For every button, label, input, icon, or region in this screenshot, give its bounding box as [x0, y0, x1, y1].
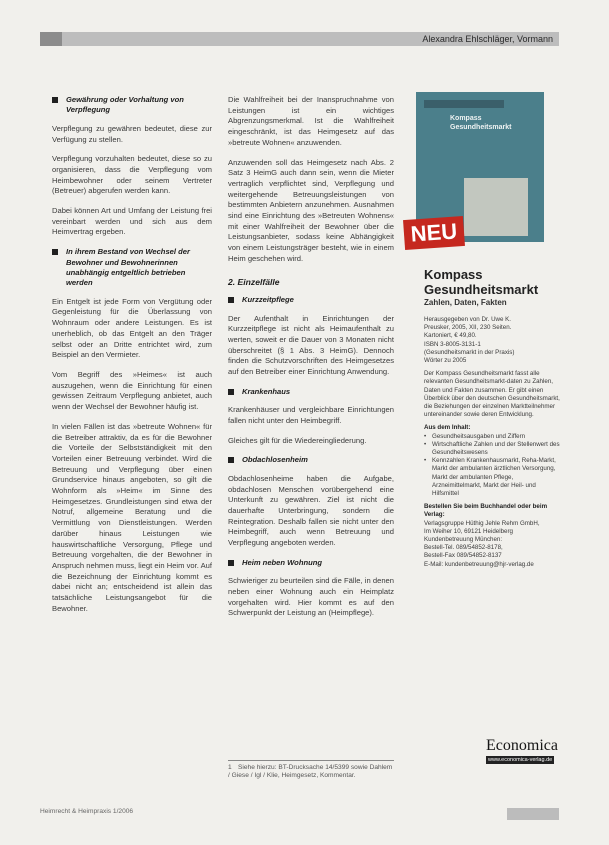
mid-heading-1: Kurzzeitpflege	[228, 295, 394, 305]
book-title: Kompass Gesundheitsmarkt	[424, 267, 539, 297]
paragraph: Verpflegung vorzuhalten bedeutet, diese so zu organisieren, dass die Verpflegung vom Heimbewohner oder seinem Vertreter (Betreuer) abgerufen werden kann.	[52, 154, 212, 196]
book-details	[424, 316, 564, 569]
bullet-square	[228, 457, 234, 463]
detail-line: Kartoniert, € 49,80.	[424, 332, 477, 340]
cover-title: Kompass Gesundheitsmarkt	[450, 115, 512, 131]
page-footer	[40, 808, 559, 820]
cover-stripe	[424, 100, 504, 108]
detail-line: ISBN 3-8005-3131-1	[424, 340, 481, 348]
book-subtitle: Zahlen, Daten, Fakten	[424, 298, 507, 307]
mid-heading-3: Obdachlosenheim	[228, 455, 394, 465]
mid-heading-4: Heim neben Wohnung	[228, 558, 394, 568]
footer-source: Heimrecht & Heimpraxis 1/2006	[40, 808, 134, 815]
detail-line: Herausgegeben von Dr. Uwe K.	[424, 316, 512, 323]
order-line: E-Mail: kundenbetreuung@hjr-verlag.de	[424, 560, 534, 568]
paragraph: Dabei können Art und Umfang der Leistung frei vereinbart werden und sich aus dem Heimvertrag ergeben.	[52, 206, 212, 237]
detail-line: (Gesundheitsmarkt in der Praxis)	[424, 348, 515, 356]
paragraph: In vielen Fällen ist das »betreute Wohnen« für die Betreiber attraktiv, da es für die Bewohner die Vorteile der Selbstständigkeit mit den Vorteilen einer Betreuung verbindet. Wird die Betreuung und Verpflegung über einen Grundservice hinaus angeboten, so gilt die Wohnform als »Heim« im Sinne des Heimgesetzes. Grundleistungen sind etwa der Notruf, allgemeine Beratung und die Vermittlung von Dienstleistungen. Werden darüber hinaus Leistungen wie hauswirtschaftliche Versorgung, Pflege und Betreuung vorgehalten, die der Bewohner in Anspruch nehmen muss, liegt ein Heim vor. Auf die Bezeichnung der Einrichtung kommt es dabei nicht an; entscheidend ist allein das tatsächliche Leistungsangebot für die Bewohner.	[52, 421, 212, 613]
paragraph: Ein Entgelt ist jede Form von Vergütung oder Gegenleistung für die Überlassung von Wohnraum oder andere Leistungen. Es ist unerheblich, ob das Entgelt an den Träger selbst oder an Dritte entrichtet wird, zum Beispiel an den Vermieter.	[52, 296, 212, 360]
mid-heading-2: Krankenhaus	[228, 387, 394, 397]
paragraph: Schwieriger zu beurteilen sind die Fälle, in denen neben einer Wohnung auch ein Heimplatz vorgehalten wird. Hier kommt es auf den Schwerpunkt der Leistung an (Heimpflege).	[228, 576, 394, 618]
footnote-number: 1	[228, 764, 232, 771]
order-line: Bestell-Tel. 089/54852-8178,	[424, 544, 503, 552]
publisher-url: www.economica-verlag.de	[488, 757, 553, 763]
page-number-bar	[507, 808, 559, 820]
book-description: Der Kompass Gesundheitsmarkt fasst alle relevanten Gesundheitsmarkt-daten zu Zahlen, Daten und Fakten zusammen. Er gibt einen Überblick über den deutschen Gesundheitsmarkt, die Beziehungen der einzelnen Marktteilnehmer untereinander sowie deren Entwicklung.	[424, 370, 560, 419]
paragraph: Obdachlosenheime haben die Aufgabe, obdachlosen Menschen vorübergehend eine Unterkunft zu gewähren. Ziel ist nicht die dauerhafte Unterbringung, sondern die Reintegration. Deshalb fallen sie nicht unter den Heimbegriff, auch wenn Betreuung und Verpflegung angeboten werden.	[228, 473, 394, 548]
paragraph: Krankenhäuser und vergleichbare Einrichtungen fallen nicht unter den Heimbegriff.	[228, 405, 394, 425]
bullet-square	[52, 97, 58, 103]
publisher-name: Economica	[486, 737, 558, 754]
left-column	[52, 95, 212, 623]
footnote-text: Siehe hierzu: BT-Drucksache 14/5399 sowie Dahlem / Giese / Igl / Klie, Heimgesetz, Kommentar.	[228, 764, 393, 780]
paragraph: Gleiches gilt für die Wiedereingliederung.	[228, 435, 367, 445]
bullet-square	[228, 560, 234, 566]
running-header	[40, 32, 559, 46]
contents-item: • Kennzahlen Krankenhausmarkt, Reha-Markt, Markt der ambulanten ärztlichen Versorgung, Markt der ambulanten Pflege, Arzneimittelmarkt, Markt der Heil- und Hilfsmittel	[424, 457, 564, 498]
detail-line: Preusker, 2005, XII, 230 Seiten.	[424, 324, 512, 332]
contents-label: Aus dem Inhalt:	[424, 424, 471, 432]
left-heading-2: In ihrem Bestand von Wechsel der Bewohner und Bewohnerinnen unabhängig entgeltlich betrieben werden	[52, 247, 212, 289]
paragraph: Anzuwenden soll das Heimgesetz nach Abs. 2 Satz 3 HeimG auch dann sein, wenn die Mieter vertraglich verpflichtet sind, Verpflegung und weitergehende Betreuungsleistungen von bestimmten Anbietern anzunehmen. Ausnahmen sind eine Einrichtung des »Betreuten Wohnens« mit einer Wahlfreiheit der Bewohner über die Leistungsanbieter, sodass keine Abhängigkeit von einem Leistungsträger besteht, wie in einem Heim geschehen wird.	[228, 157, 394, 263]
section-heading: 2. Einzelfälle	[228, 276, 280, 287]
bullet-square	[52, 249, 58, 255]
neu-badge: NEU	[403, 216, 465, 250]
left-heading-1: Gewährung oder Vorhaltung von Verpflegung	[52, 95, 212, 116]
cover-photo	[464, 178, 528, 236]
order-line: Bestell-Fax 089/54852-8137	[424, 552, 502, 560]
paragraph: Die Wahlfreiheit bei der Inanspruchnahme von Leistungen ist ein wichtiges Abgrenzungsmerkmal. Ist die Wahlfreiheit eingeschränkt, ist das Heimgesetz auf das »betreute Wohnen« anzuwenden.	[228, 95, 394, 147]
order-line: Verlagsgruppe Hüthig Jehle Rehm GmbH,	[424, 519, 540, 527]
order-line: Im Weiher 10, 69121 Heidelberg	[424, 527, 513, 535]
detail-line: Wörter zu 2005	[424, 357, 467, 365]
contents-item: • Gesundheitsausgaben und Ziffern	[424, 433, 564, 441]
contents-item: • Wirtschaftliche Zahlen und der Stellenwert des Gesundheitswesens	[424, 441, 564, 457]
paragraph: Verpflegung zu gewähren bedeutet, diese zur Verfügung zu stellen.	[52, 123, 212, 144]
paragraph: Der Aufenthalt in Einrichtungen der Kurzzeitpflege ist nicht als Heimaufenthalt zu werten, soweit er die Dauer von 3 Monaten nicht überschreitet (§ 1 Abs. 3 HeimG). Dennoch finden die Schutzvorschriften des Heimgesetzes auf den Betreiber einer Einrichtung Anwendung.	[228, 313, 394, 377]
publisher-logo	[486, 737, 586, 764]
footnote	[228, 760, 394, 781]
bullet-square	[228, 297, 234, 303]
header-tab	[40, 32, 62, 46]
order-line: Kundenbetreuung München:	[424, 536, 503, 544]
paragraph: Vom Begriff des »Heimes« ist auch auszugehen, wenn die Einrichtung für einen gewissen Zeitraum Verpflegung anbietet, auch wenn der Wechsel der Bewohner häufig ist.	[52, 369, 212, 412]
bullet-square	[228, 389, 234, 395]
header-author: Alexandra Ehlschläger, Vormann	[422, 34, 553, 44]
book-advertisement	[404, 92, 563, 763]
order-label: Bestellen Sie beim Buchhandel oder beim Verlag:	[424, 503, 548, 519]
middle-column	[228, 95, 394, 628]
